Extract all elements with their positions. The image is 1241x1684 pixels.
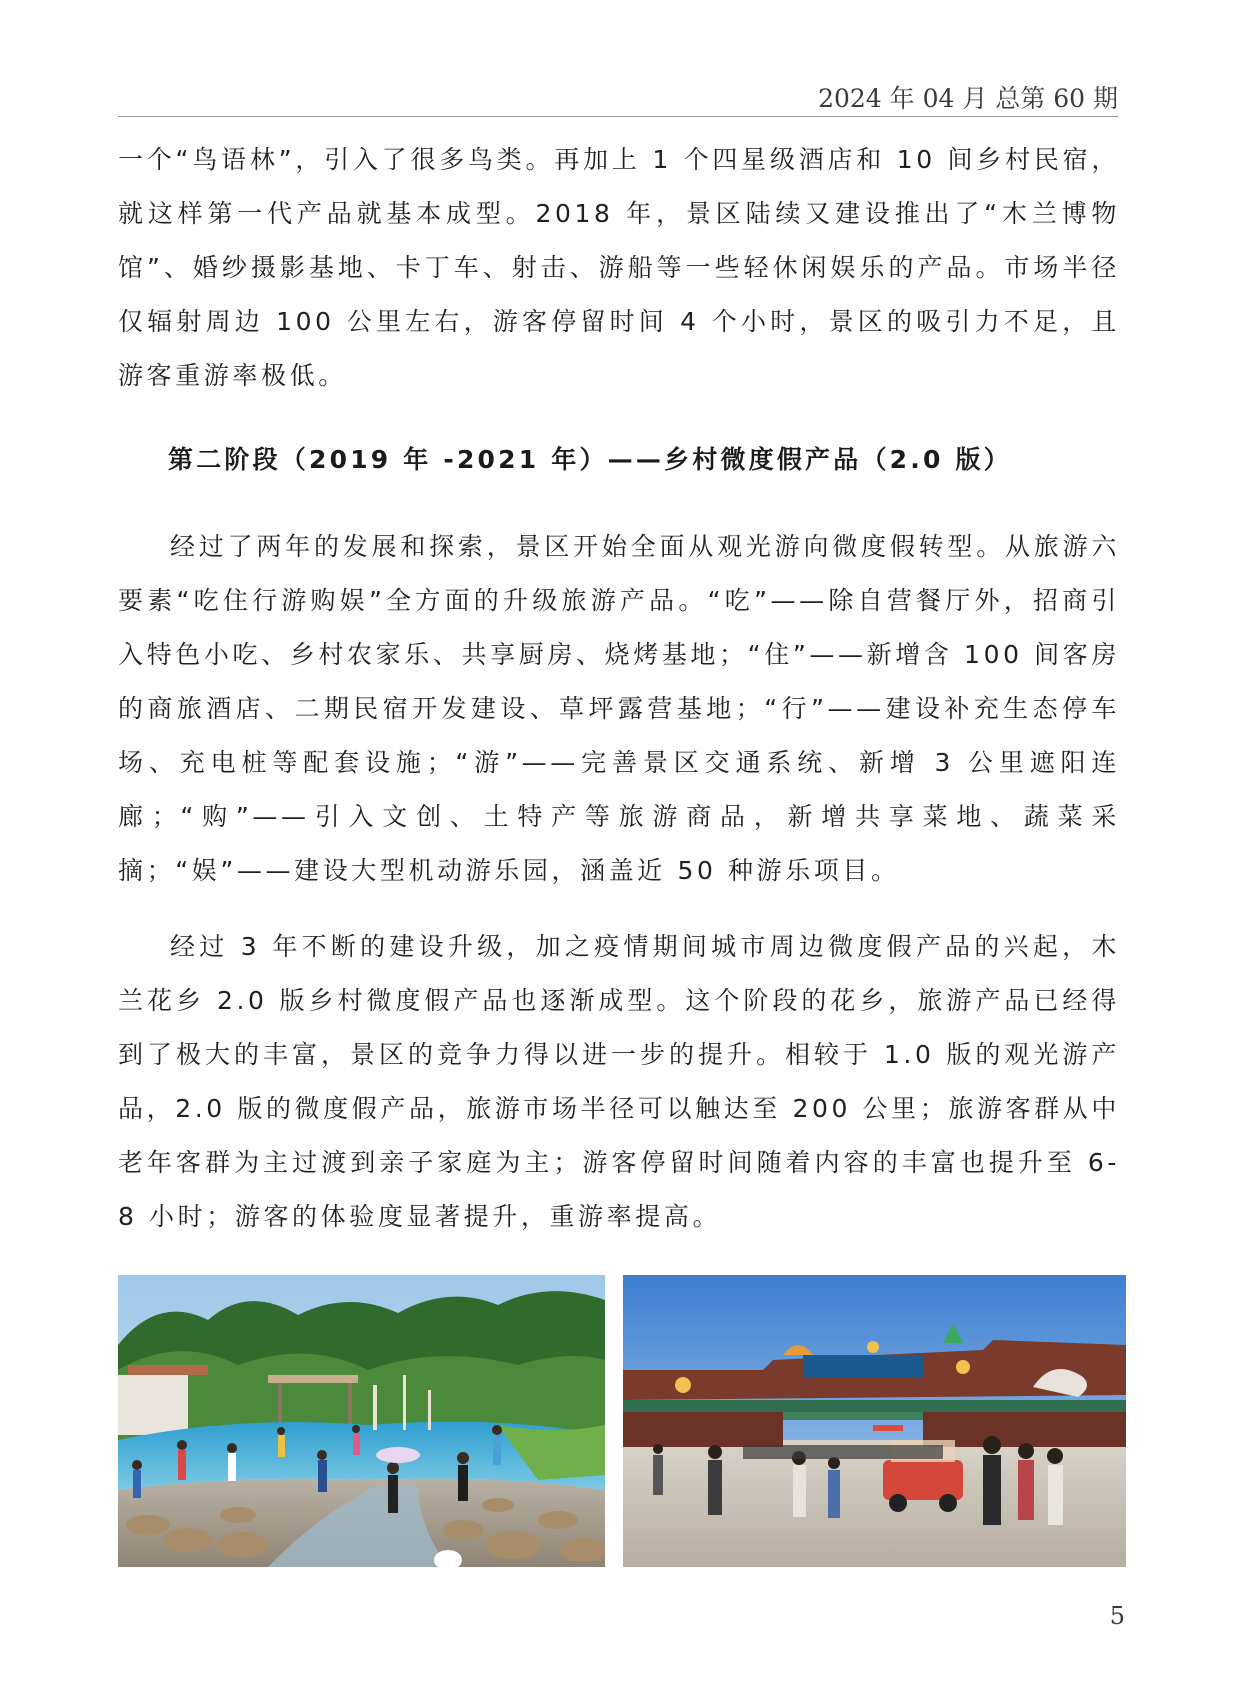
photo-water-park bbox=[118, 1275, 605, 1567]
paragraph-3: 经过 3 年不断的建设升级，加之疫情期间城市周边微度假产品的兴起，木兰花乡 2.0 版乡村微度假产品也逐渐成型。这个阶段的花乡，旅游产品已经得到了极大的丰富，景区的竞争力得以进一步的提升。相较于 1.0 版的观光游产品，2.0 版的微度假产品，旅游市场半径可以触达至 200 公里；旅游客群从中老年客群为主过渡到亲子家庭为主；游客停留时间随着内容的丰富也提升至 6-8 小时；游客的体验度显著提升，重游率提高。 bbox=[118, 932, 1120, 1231]
page-header bbox=[118, 82, 1118, 117]
water-park-illustration bbox=[118, 1275, 605, 1567]
section-heading: 第二阶段（2019 年 -2021 年）——乡村微度假产品（2.0 版） bbox=[168, 445, 1012, 474]
paragraph-2: 经过了两年的发展和探索，景区开始全面从观光游向微度假转型。从旅游六要素“吃住行游购娱”全方面的升级旅游产品。“吃”——除自营餐厅外，招商引入特色小吃、乡村农家乐、共享厨房、烧烤基地；“住”——新增含 100 间客房的商旅酒店、二期民宿开发建设、草坪露营基地；“行”——建设补充生态停车场、充电桩等配套设施；“游”——完善景区交通系统、新增 3 公里遮阳连廊；“购”——引入文创、土特产等旅游商品，新增共享菜地、蔬菜采摘；“娱”——建设大型机动游乐园，涵盖近 50 种游乐项目。 bbox=[118, 532, 1120, 885]
photo-park-entrance bbox=[623, 1275, 1126, 1567]
paragraph-1: 一个“鸟语林”，引入了很多鸟类。再加上 1 个四星级酒店和 10 间乡村民宿，就这样第一代产品就基本成型。2018 年，景区陆续又建设推出了“木兰博物馆”、婚纱摄影基地、卡丁车、射击、游船等一些轻休闲娱乐的产品。市场半径仅辐射周边 100 公里左右，游客停留时间 4 个小时，景区的吸引力不足，且游客重游率极低。 bbox=[118, 145, 1120, 390]
park-entrance-illustration bbox=[623, 1275, 1126, 1567]
issue-label: 2024 年 04 月 总第 60 期 bbox=[818, 84, 1118, 113]
page-number: 5 bbox=[1109, 1602, 1125, 1630]
